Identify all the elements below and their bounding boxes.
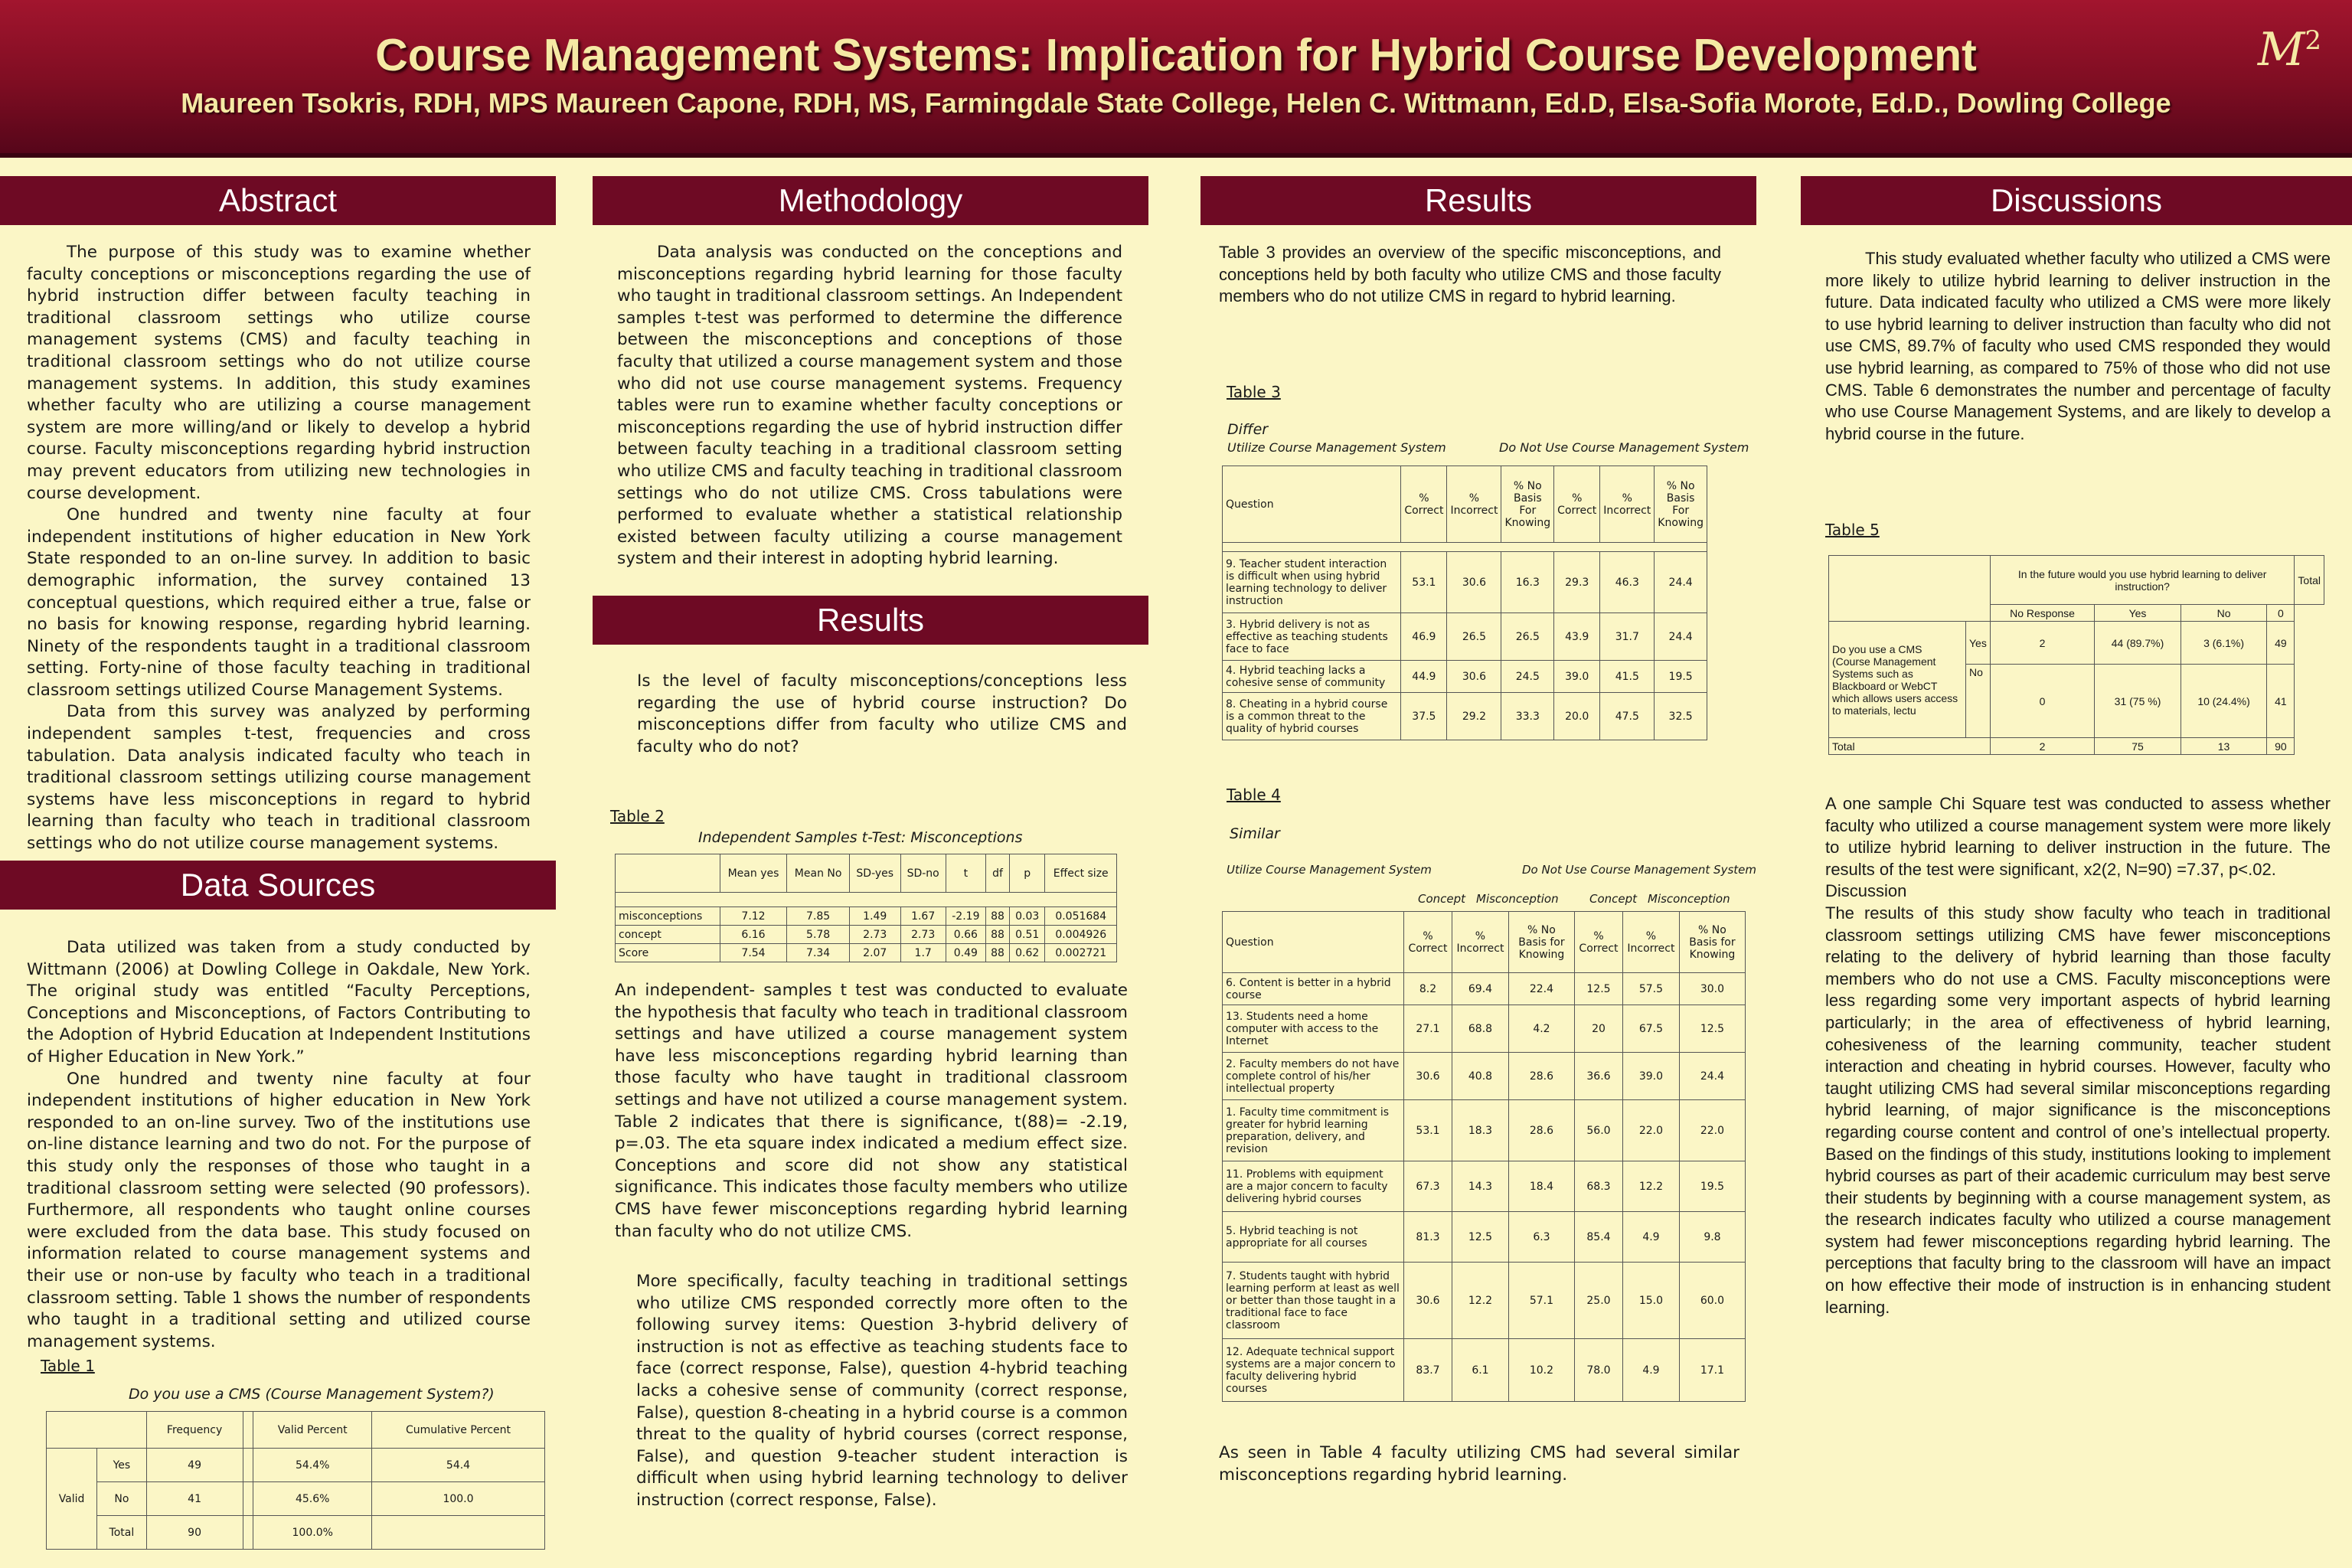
table2: Mean yes Mean No SD-yes SD-no t df p Effect size misconceptions 7.12 7.85 1.49 1.67 -2.19 88 0.03 0.051684 concept 6.16 5.78 2.73 2.73 0.66 88 0.51 0.004926 Score 7.54 7.34 2.07 1.7 0.49 88 0.62 0.002721 [615, 854, 1117, 962]
table4-concept-2: Concept [1589, 892, 1638, 906]
data-sources-header: Data Sources [0, 861, 556, 910]
table2-label: Table 2 [610, 807, 665, 825]
table4-subtitle: Similar [1230, 825, 1280, 842]
table4-label: Table 4 [1227, 786, 1281, 804]
table2-caption: Independent Samples t-Test: Misconceptions [698, 829, 1023, 846]
table3-label: Table 3 [1227, 383, 1281, 401]
methodology-text: Data analysis was conducted on the conceptions and misconceptions regarding hybrid learning for those faculty who taught in traditional classroom settings. An Independent samples t-test was performed to determine the difference between the misconceptions and conceptions of those faculty that utilized a course management system and those who did not use course management systems. Frequency tables were run to examine whether faculty conceptions or misconceptions regarding the use of hybrid instruction differ between faculty teaching in a traditional classroom setting who utilize CMS and faculty teaching in traditional classroom settings who do not utilize CMS. Cross tabulations were performed to evaluate whether a statistical relationship existed between faculty utilizing a course management system and their interest in adopting hybrid learning. [617, 243, 1122, 569]
table5: In the future would you use hybrid learning to deliver instruction? Total No Response Yes No 0 Do you use a CMS (Course Management Systems such as Blackboard or WebCT which allows users access to materials, lectu Yes 2 44 (89.7%) 3 (6.1%) 49 No 0 31 (75 %) 10 (24.4%) 41 Total 2 75 13 90 [1828, 555, 2324, 755]
methodology-header: Methodology [593, 176, 1148, 225]
table4-misconception-1: Misconception [1476, 892, 1559, 906]
results-header-col2: Results [593, 596, 1148, 645]
table3-subtitle: Differ [1227, 421, 1269, 438]
title-banner [0, 0, 2352, 158]
table4: Question % Correct % Incorrect % No Basis for Knowing % Correct % Incorrect % No Basis for Knowing 6. Content is better in a hybrid course 8.2 69.4 22.4 12.5 57.5 30.0 13. Students need a home computer with access to the Internet 27.1 68.8 4.2 20 67.5 12.5 2. Faculty members do not have complete control of his/her intellectual property 30.6 40.8 28.6 36.6 39.0 24.4 1. Faculty time commitment is greater for hybrid learning preparation, delivery, and revision 53.1 18.3 28.6 56.0 22.0 22.0 11. Problems with equipment are a major concern to faculty delivering hybrid courses 67.3 14.3 18.4 68.3 12.2 19.5 5. Hybrid teaching is not appropriate for all courses 81.3 12.5 6.3 85.4 4.9 9.8 7. Students taught with hybrid learning perform at least as well or better than those taught in a traditional face to face classroom 30.6 12.2 57.1 25.0 15.0 60.0 12. Adequate technical support systems are a major concern to faculty delivering hybrid courses 83.7 6.1 10.2 78.0 4.9 17.1 [1222, 911, 1746, 1402]
poster-authors: Maureen Tsokris, RDH, MPS Maureen Capone, RDH, MS, Farmingdale State College, Helen C. Wittmann, Ed.D, Elsa-Sofia Morote, Ed.D., Dowling College [181, 87, 2171, 119]
table1-label: Table 1 [41, 1357, 95, 1375]
abstract-header: Abstract [0, 176, 556, 225]
discussions-header: Discussions [1801, 176, 2352, 225]
discussion-paragraph-2: A one sample Chi Square test was conducted to assess whether faculty who utilized a course management system were more likely to utilize hybrid learning to deliver instruction in the future. The results of the test were significant, x2(2, N=90) =7.37, p<.02. Discussion The results of this study show faculty who teach in traditional classroom settings utilizing CMS have fewer misconceptions relating to the delivery of hybrid learning than those faculty members who do not use a CMS. Faculty misconceptions were less regarding some very important aspects of hybrid learning particularly; in the area of effectiveness of hybrid learning, cohesiveness of the learning community, teacher student interaction and cheating in hybrid courses. However, faculty who taught utilizing CMS had several similar misconceptions regarding hybrid learning, of major significance is the misconceptions regarding course content and control of one’s intellectual property. Based on the findings of this study, institutions looking to implement hybrid courses as part of their academic curriculum may best serve their students by beginning with a course management system, as the research indicates faculty who utilized a course management system had fewer misconceptions regarding hybrid learning. The perceptions that faculty bring to the classroom will have an impact on how effective their mode of instruction is in enhancing student learning. [1825, 794, 2331, 1317]
table4-group-right: Do Not Use Course Management System [1522, 863, 1756, 877]
results-header-col3: Results [1200, 176, 1756, 225]
data-sources-text: Data utilized was taken from a study conducted by Wittmann (2006) at Dowling College in Oakdale, New York. The original study was entitled “Faculty Perceptions, Conceptions and Misconceptions, of Factors Contributing to the Adoption of Hybrid Education at Independent Institutions of Higher Education in New York.” One hundred and twenty nine faculty at four independent institutions of higher education in New York responded to an on-line survey. Two of the institutions use on-line distance learning and two do not. For the purpose of this study only the responses of those who taught in a traditional classroom setting were selected (90 professors). Furthermore, all respondents who taught online courses were excluded from the data base. This study focused on information related to course management systems and their use or non-use by faculty who teach in a traditional classroom setting. Table 1 shows the number of respondents who taught in a traditional setting and utilized course management systems. [27, 938, 531, 1351]
abstract-text: The purpose of this study was to examine whether faculty conceptions or misconceptions regarding the use of hybrid instruction differ between faculty teaching in traditional classroom settings who utilize course management systems (CMS) and faculty teaching in traditional classroom settings who do not utilize course management systems. In addition, this study examines whether faculty who are utilizing a course management system are more willing/and or likely to develop a hybrid course. Faculty misconceptions regarding hybrid instruction may prevent educators from utilizing new technologies in course development. One hundred and twenty nine faculty at four independent institutions of higher education in New York State responded to an on-line survey. In addition to basic demographic information, the survey contained 13 conceptual questions, which required either a true, false or no basis for knowing response, regarding hybrid learning. Ninety of the respondents taught in a traditional classroom setting. Forty-nine of those faculty teaching in traditional classroom settings utilized Course Management Systems. Data from this survey was analyzed by performing independent samples t-test, frequencies and cross tabulation. Data analysis indicated faculty who teach in traditional classroom settings utilizing course management systems have less misconceptions in regard to hybrid learning than faculty who teach in traditional classroom settings who do not utilize course management systems. [27, 243, 531, 854]
m2-logo: $M^2$ [2257, 23, 2321, 77]
table1: Frequency Valid Percent Cumulative Percent Valid Yes 49 54.4% 54.4 No 41 45.6% 100.0 Total 90 100.0% [46, 1411, 545, 1550]
table4-misconception-2: Misconception [1648, 892, 1730, 906]
table4-concept-1: Concept [1418, 892, 1466, 906]
table3-group-left: Utilize Course Management System [1227, 440, 1446, 455]
table4-note: As seen in Table 4 faculty utilizing CMS had several similar misconceptions regarding hybrid learning. [1219, 1443, 1740, 1485]
results-paragraph-2: More specifically, faculty teaching in traditional settings who utilize CMS responded correctly more often to the following survey items: Question 3-hybrid delivery of instruction is not as effective as teaching students face to face (correct response, False), question 4-hybrid teaching lacks a cohesive sense of community (correct response, False), question 8-cheating in a hybrid course is a common threat to the quality of hybrid courses (correct response, False), and question 9-teacher student interaction is difficult when using hybrid learning technology to deliver instruction (correct response, False). [636, 1272, 1128, 1510]
results-question: Is the level of faculty misconceptions/conceptions less regarding the use of hybrid course instruction? Do misconceptions differ from faculty who utilize CMS and faculty who do not? [637, 671, 1127, 756]
results-table3-intro: Table 3 provides an overview of the specific misconceptions, and conceptions held by both faculty who utilize CMS and those faculty members who do not utilize CMS in regard to hybrid learning. [1219, 243, 1721, 306]
table3-group-right: Do Not Use Course Management System [1499, 440, 1749, 455]
table4-group-left: Utilize Course Management System [1227, 863, 1432, 877]
discussion-paragraph-1: This study evaluated whether faculty who utilized a CMS were more likely to utilize hybrid learning to deliver instruction in the future. Data indicated faculty who utilized a CMS were more likely to use hybrid learning to deliver instruction than faculty who did not use CMS, 89.7% of faculty who used CMS responded they would use hybrid learning, as compared to 75% of those who did not use CMS. Table 6 demonstrates the number and percentage of faculty who use Course Management Systems, and are likely to develop a hybrid course in the future. [1825, 249, 2331, 443]
table3: Question % Correct % Incorrect % No Basis For Knowing % Correct % Incorrect % No Basis For Knowing 9. Teacher student interaction is difficult when using hybrid learning technology to deliver instruction 53.1 30.6 16.3 29.3 46.3 24.4 3. Hybrid delivery is not as effective as teaching students face to face 46.9 26.5 26.5 43.9 31.7 24.4 4. Hybrid teaching lacks a cohesive sense of community 44.9 30.6 24.5 39.0 41.5 19.5 8. Cheating in a hybrid course is a common threat to the quality of hybrid courses 37.5 29.2 33.3 20.0 47.5 32.5 [1222, 466, 1707, 740]
table5-label: Table 5 [1825, 521, 1880, 539]
poster-title: Course Management Systems: Implication for Hybrid Course Development [375, 30, 1977, 80]
table1-caption: Do you use a CMS (Course Management System?) [129, 1386, 495, 1403]
discussion-subheading: Discussion [1825, 881, 1907, 901]
results-paragraph-1: An independent- samples t test was conducted to evaluate the hypothesis that faculty who teach in traditional classroom settings and have utilized a course management system have less misconceptions regarding hybrid learning than those faculty who have taught in traditional classroom settings and have not utilized a course management system. Table 2 indicates that there is significance, t(88)= -2.19, p=.03. The eta square index indicated a medium effect size. Conceptions and score did not show any statistical significance. This indicates those faculty members who utilize CMS have fewer misconceptions regarding hybrid learning than faculty who do not utilize CMS. [615, 981, 1128, 1241]
